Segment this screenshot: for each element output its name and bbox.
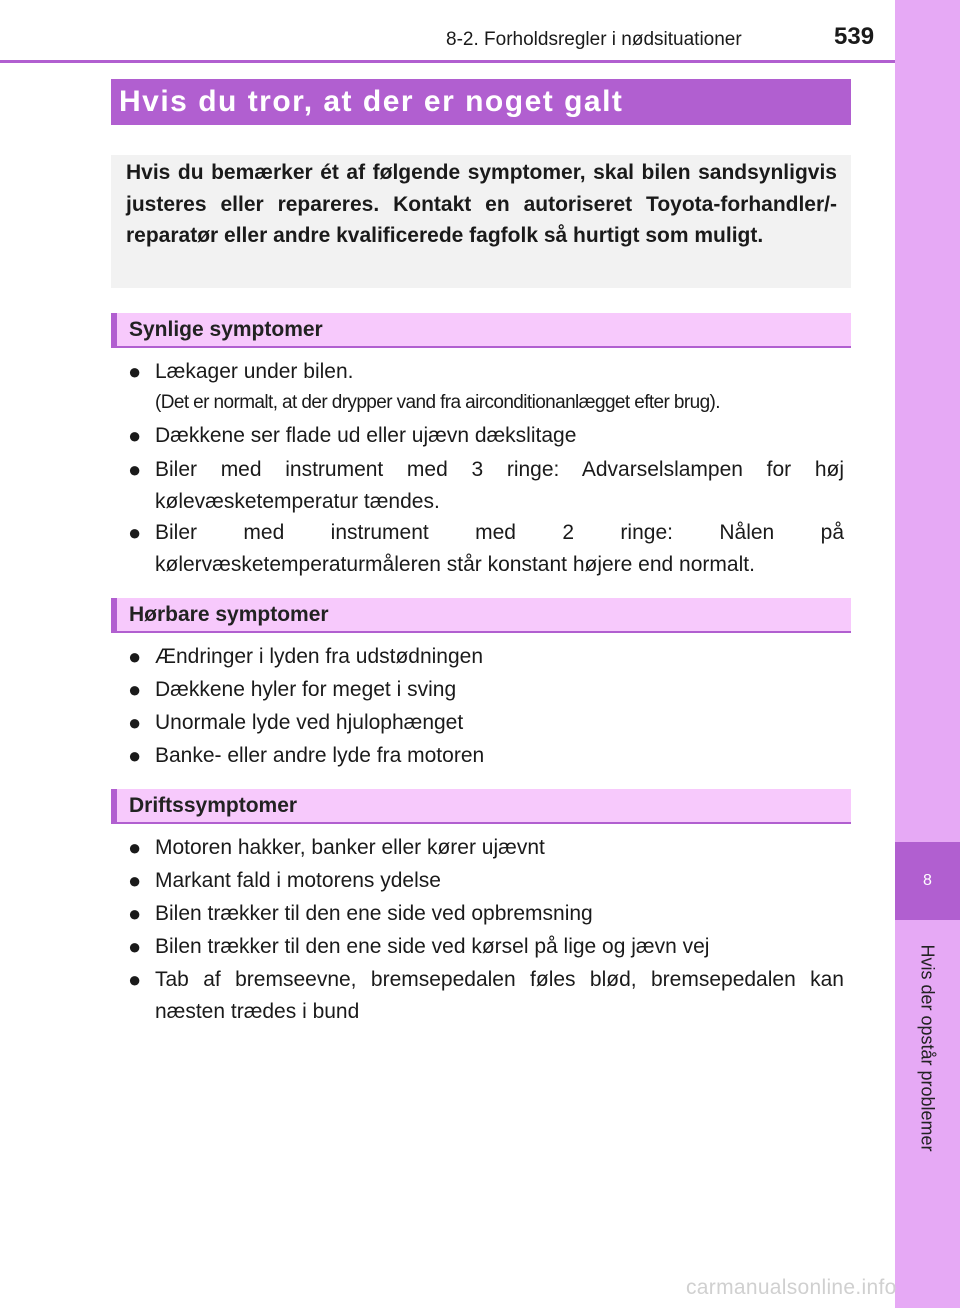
- header-divider: [0, 60, 895, 63]
- bullet-icon: ●: [128, 359, 142, 384]
- bullet-icon: ●: [128, 835, 142, 860]
- list-item: [128, 931, 844, 963]
- list-item-text: Markant fald i motorens ydelse: [155, 869, 441, 892]
- list-item-text: Bilen trækker til den ene side ved opbremsning: [155, 902, 593, 925]
- list-item-text: Ændringer i lyden fra udstødningen: [155, 645, 484, 668]
- bullet-icon: ●: [128, 423, 142, 448]
- list-item: [128, 517, 844, 581]
- page-title: Hvis du tror, at der er noget galt: [111, 79, 851, 125]
- list-item: [128, 964, 844, 1028]
- list-item-text: Dækkene ser flade ud eller ujævn dækslitage: [155, 424, 577, 447]
- section-heading-audible: Hørbare symptomer: [111, 598, 851, 633]
- intro-box: [111, 155, 851, 288]
- bullet-icon: ●: [128, 868, 142, 893]
- bullet-icon: ●: [128, 743, 142, 768]
- list-item-text: Biler med instrument med 2 ringe: Nålen på kølervæsketemperaturmåleren står konstant højere end normalt.: [155, 521, 844, 576]
- chapter-number-tab: [895, 842, 960, 920]
- bullet-icon: ●: [128, 457, 142, 482]
- section-heading-operational: Driftssymptomer: [111, 789, 851, 824]
- chapter-title: Hvis der opstår problemer: [917, 944, 938, 1152]
- list-item-text: Dækkene hyler for meget i sving: [155, 678, 457, 701]
- list-item-text: Banke- eller andre lyde fra motoren: [155, 744, 485, 767]
- bullet-icon: ●: [128, 934, 142, 959]
- bullet-icon: ●: [128, 967, 142, 992]
- list-item-text: Lækager under bilen.: [155, 360, 354, 383]
- bullet-icon: ●: [128, 710, 142, 735]
- bullet-icon: ●: [128, 644, 142, 669]
- list-item-text: Unormale lyde ved hjulophænget: [155, 711, 464, 734]
- list-item: [128, 707, 844, 739]
- list-item: [128, 740, 844, 772]
- bullet-icon: ●: [128, 901, 142, 926]
- list-item: [128, 356, 844, 418]
- intro-text: Hvis du bemærker ét af følgende symptomer, skal bilen sandsynligvis justeres eller repareres. Kontakt en autoriseret Toyota-forhandler/-reparatør eller andre kvalificerede fagfolk så hurtigt som muligt.: [126, 161, 837, 247]
- list-item-text: Motoren hakker, banker eller kører ujævnt: [155, 836, 545, 859]
- list-item: [128, 674, 844, 706]
- list-item: [128, 420, 844, 452]
- list-item: [128, 832, 844, 864]
- chapter-number: 8: [923, 872, 932, 889]
- list-item: [128, 641, 844, 673]
- bullet-icon: ●: [128, 677, 142, 702]
- list-item: [128, 865, 844, 897]
- list-item-text: Biler med instrument med 3 ringe: Advarselslampen for høj kølevæsketemperatur tændes.: [155, 458, 844, 513]
- list-item: [128, 454, 844, 518]
- section-label: 8-2. Forholdsregler i nødsituationer: [446, 29, 742, 50]
- list-item-note: (Det er normalt, at der drypper vand fra airconditionanlægget efter brug).: [155, 392, 720, 413]
- bullet-icon: ●: [128, 520, 142, 545]
- watermark: carmanualsonline.info: [686, 1276, 897, 1299]
- section-heading-visible: Synlige symptomer: [111, 313, 851, 348]
- page-number: 539: [834, 23, 875, 50]
- list-item-text: Bilen trækker til den ene side ved kørsel på lige og jævn vej: [155, 935, 710, 958]
- list-item-text: Tab af bremseevne, bremsepedalen føles blød, bremsepedalen kan næsten trædes i bund: [155, 968, 844, 1023]
- list-item: [128, 898, 844, 930]
